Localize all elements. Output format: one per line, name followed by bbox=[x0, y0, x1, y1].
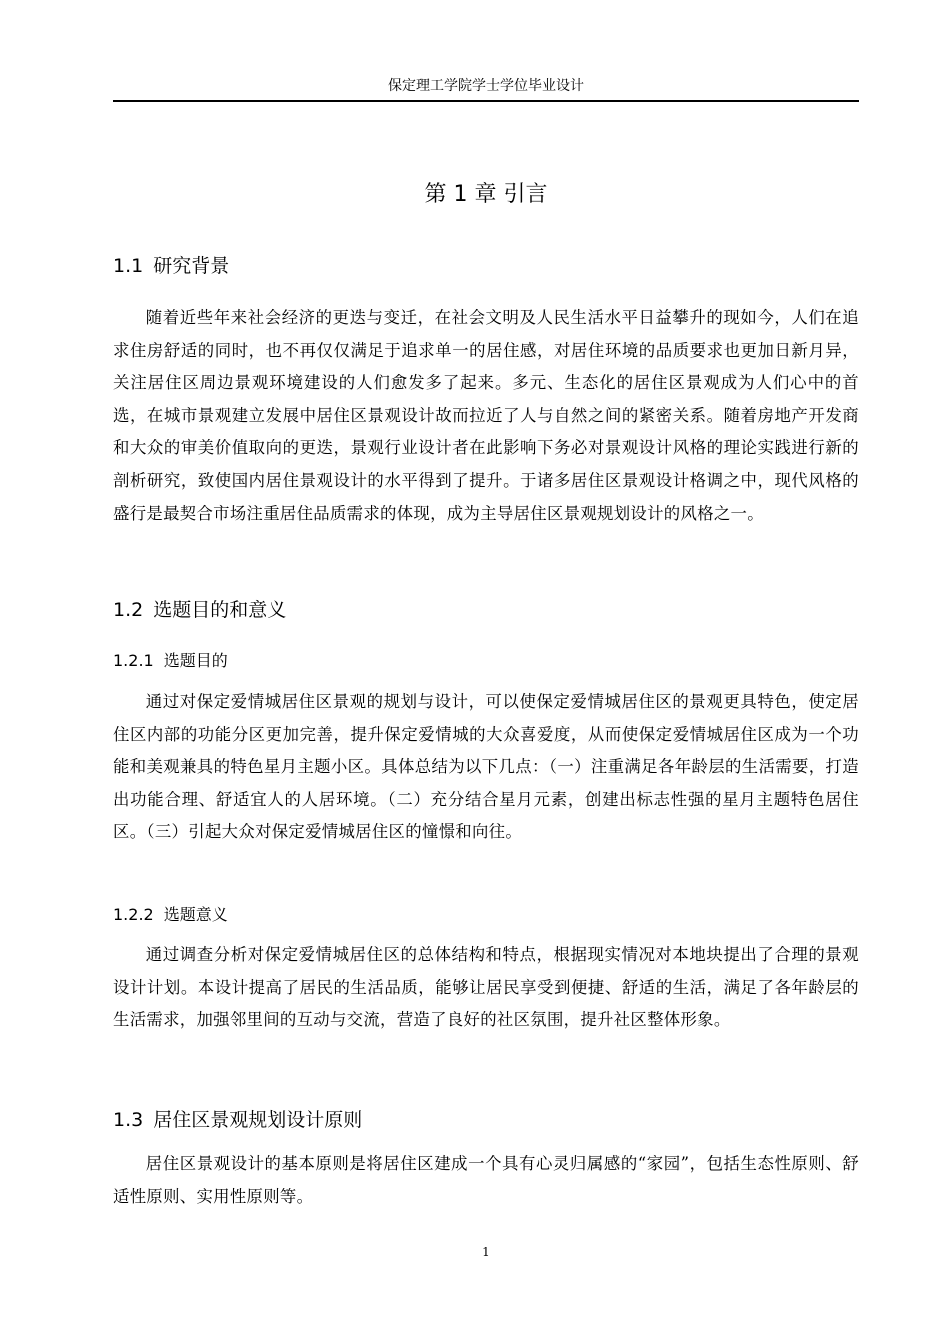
section-title: 选题意义 bbox=[163, 905, 228, 924]
section-number: 1.1 bbox=[113, 255, 144, 277]
section-number: 1.2.1 bbox=[113, 651, 154, 670]
section-heading-1-1 bbox=[113, 253, 859, 279]
section-title: 选题目的 bbox=[163, 651, 228, 670]
header-divider bbox=[113, 100, 859, 102]
section-title: 研究背景 bbox=[153, 255, 230, 277]
paragraph-design-principles: 居住区景观设计的基本原则是将居住区建成一个具有心灵归属感的“家园”，包括生态性原则、舒适性原则、实用性原则等。 bbox=[113, 1154, 859, 1206]
paragraph-research-background: 随着近些年来社会经济的更迭与变迁，在社会文明及人民生活水平日益攀升的现如今，人们在追求住房舒适的同时，也不再仅仅满足于追求单一的居住感，对居住环境的品质要求也更加日新月异，关注居住区周边景观环境建设的人们愈发多了起来。多元、生态化的居住区景观成为人们心中的首选，在城市景观建立发展中居住区景观设计故而拉近了人与自然之间的紧密关系。随着房地产开发商和大众的审美价值取向的更迭，景观行业设计者在此影响下务必对景观设计风格的理论实践进行新的剖析研究，致使国内居住景观设计的水平得到了提升。于诸多居住区景观设计格调之中，现代风格的盛行是最契合市场注重居住品质需求的体现，成为主导居住区景观规划设计的风格之一。 bbox=[113, 308, 859, 523]
page-number: 1 bbox=[482, 1245, 490, 1259]
section-number: 1.3 bbox=[113, 1109, 144, 1131]
chapter-title: 第 1 章 引言 bbox=[424, 182, 548, 207]
subsection-heading-1-2-2 bbox=[113, 903, 859, 927]
section-heading-1-2 bbox=[113, 597, 859, 623]
section-number: 1.2.2 bbox=[113, 905, 154, 924]
section-title: 选题目的和意义 bbox=[153, 599, 287, 621]
subsection-heading-1-2-1 bbox=[113, 649, 859, 673]
section-title: 居住区景观规划设计原则 bbox=[153, 1109, 363, 1131]
page-header: 保定理工学院学士学位毕业设计 bbox=[388, 78, 584, 94]
paragraph-topic-purpose: 通过对保定爱情城居住区景观的规划与设计，可以使保定爱情城居住区的景观更具特色，使定居住区内部的功能分区更加完善，提升保定爱情城的大众喜爱度，从而使保定爱情城居住区成为一个功能和美观兼具的特色星月主题小区。具体总结为以下几点：（一）注重满足各年龄层的生活需要，打造出功能合理、舒适宜人的人居环境。（二）充分结合星月元素，创建出标志性强的星月主题特色居住区。（三）引起大众对保定爱情城居住区的憧憬和向往。 bbox=[113, 692, 859, 842]
section-heading-1-3 bbox=[113, 1107, 859, 1133]
section-number: 1.2 bbox=[113, 599, 144, 621]
paragraph-topic-significance: 通过调查分析对保定爱情城居住区的总体结构和特点，根据现实情况对本地块提出了合理的景观设计计划。本设计提高了居民的生活品质，能够让居民享受到便捷、舒适的生活，满足了各年龄层的生活需求，加强邻里间的互动与交流，营造了良好的社区氛围，提升社区整体形象。 bbox=[113, 945, 859, 1030]
